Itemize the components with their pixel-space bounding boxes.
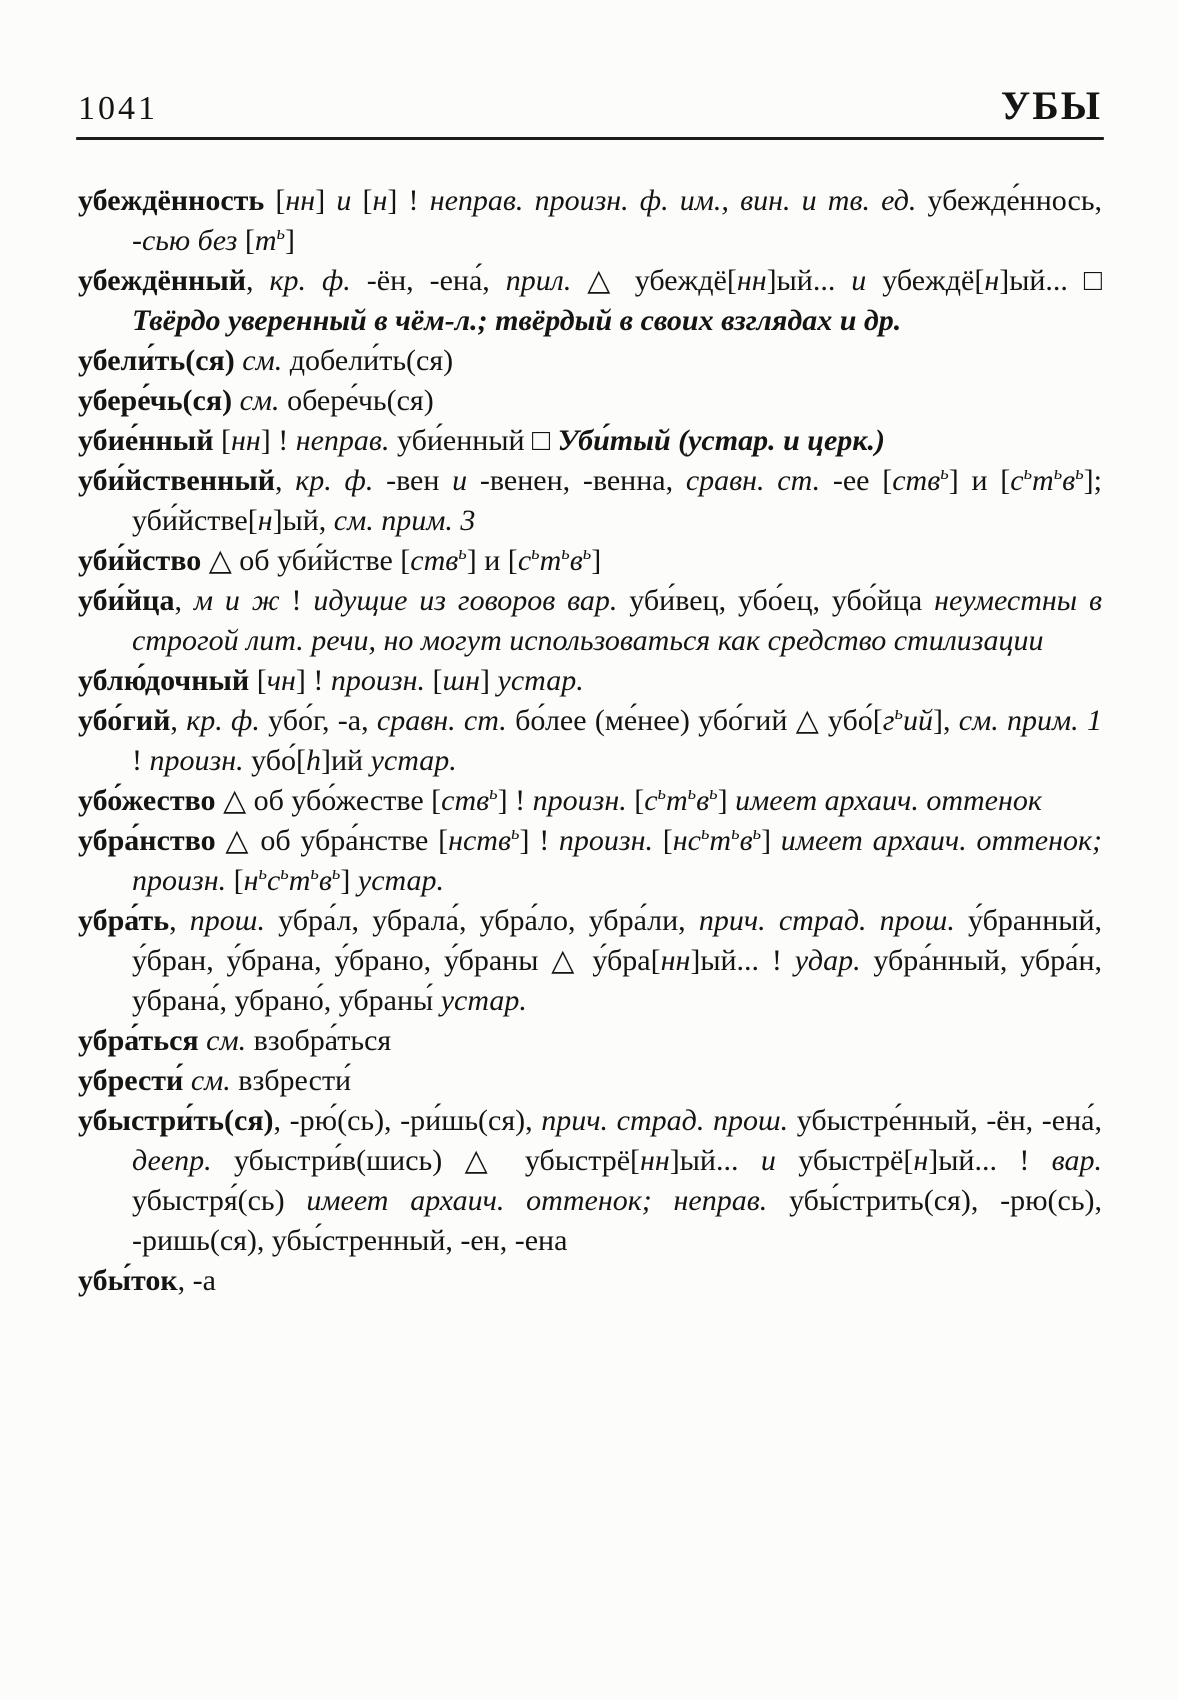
entry-text-run: см. [242,344,283,377]
headword: ублю́дочный [78,664,250,697]
entry-text-run: у́бранный, у́бран, у́брана, у́брано, у́браны △ у́бра[ [132,904,1103,977]
entry-text-run: произн. [558,824,654,857]
entry-text-run: ь [561,543,570,564]
entry-text-run: сравн. ст. [685,464,821,497]
dictionary-entry [78,781,1102,821]
entry-text-run: ь [310,863,319,884]
entry-text-run: ь [1053,463,1063,484]
entry-text-run: ь [331,863,341,884]
page-header [78,82,1102,129]
entry-text-run: △ об убра́нстве [ [215,824,449,857]
entry-text-run: ]; уби́йстве[ [132,464,1102,537]
entry-text-run: △ убеждё[ [571,264,737,297]
entry-text-run: в [569,544,583,577]
entry-text-run: нн [285,184,316,217]
entry-text-run: ь [511,823,520,844]
entry-text-run: н [984,264,1000,297]
entry-text-run: ь [489,783,498,804]
headword: убы́ток [78,1264,178,1297]
entry-text-run: ь [709,783,718,804]
entry-text-run [183,1064,191,1097]
entry-text-run: кр. ф. [186,704,260,737]
entry-text-run: ] [315,184,337,217]
entry-text-run: шн [442,664,481,697]
entry-text-run: ь [752,823,762,844]
entry-text-run: м и ж [193,584,280,617]
entry-text-run: ь [458,543,467,564]
entry-text-run: деепр. [132,1144,212,1177]
entry-text-run: неуместны в строгой лит. речи, но могут использоваться как средство стилизации [132,584,1102,657]
entry-text-run: ] ! [260,424,296,457]
entry-text-run: ь [280,863,289,884]
headword: убие́нный [78,424,214,457]
headword: уби́йственный [78,464,276,497]
entry-text-run: убра́л, убрала́, убра́ло, убра́ли, [264,904,699,937]
entry-text-run: ь [582,543,592,564]
entry-text-run: [ [244,224,255,257]
header-rule [76,137,1104,140]
entry-text-run: т [1032,464,1054,497]
entry-text-run: бо́лее (ме́нее) убо́гий △ убо́[ [506,704,883,737]
entry-text-run: имеет архаич. оттенок [735,784,1042,817]
entry-text-run: прич. страд. прош. [698,904,955,937]
entry-text-run: см. [190,1064,231,1097]
entry-text-run: удар. [794,944,861,977]
entry-text-run: с [644,784,658,817]
entry-text-run: взбрести́ [230,1064,352,1097]
headword: убо́жество [78,784,216,817]
entry-text-run: , -а [177,1264,216,1297]
entry-text-run: взобра́ться [246,1024,392,1057]
headword: убеждённый [78,264,247,297]
entry-text-run: уби́енный □ [389,424,558,457]
headword: убрести́ [78,1064,184,1097]
entry-text-run: ь [731,823,740,844]
entry-text-run: убеждё[ [866,264,985,297]
entry-text-run: ь [1023,463,1033,484]
entry-text-run: -ее [ [820,464,893,497]
dictionary-entry [78,821,1102,901]
entry-text-run: [ [226,864,244,897]
entry-text-run: кр. ф. [269,264,351,297]
headword: убыстри́ть(ся) [78,1104,274,1137]
entry-text-run: [ [351,184,373,217]
entry-text-run: ] и [ [466,544,518,577]
entry-text-run: н [243,864,259,897]
entry-text-run: убыстрё[ [775,1144,914,1177]
dictionary-entry [78,421,1102,461]
entry-text-run: -вен [373,464,453,497]
dictionary-entry [78,1021,1102,1061]
entry-text-run: ь [894,703,903,724]
entry-text-run: ь [258,863,267,884]
entry-text-run: [ [213,424,231,457]
entry-text-run: ь [700,823,710,844]
entry-text-run: нн [660,944,691,977]
entry-text-run: ]ый... ! [690,944,795,977]
entry-text-run: в [1062,464,1076,497]
entry-text-run: ь [687,783,697,804]
headword: убо́гий [78,704,171,737]
entry-text-run: прош. [189,904,265,937]
entry-text-run: н [372,184,388,217]
entry-text-run: н [913,1144,929,1177]
entry-text-run: нс [672,824,701,857]
entry-text-run: кр. ф. [295,464,374,497]
entry-text-run: вар. [1051,1144,1102,1177]
entry-text-run: т [254,224,277,257]
headword: убра́нство [78,824,216,857]
dictionary-entry [78,541,1102,581]
dictionary-entry [78,661,1102,701]
entry-text-run: ] [284,224,295,257]
entry-text-run: чн [266,664,296,697]
entry-text-run: убы́стрить(ся), -рю(сь), -ришь(ся), убы́стренный, -ен, -ена [132,1184,1103,1257]
entry-text-run: ]ый... [669,1144,761,1177]
dictionary-entry [78,381,1102,421]
guide-word: УБЫ [1000,83,1102,128]
entry-text-run: см. прим. 1 [958,704,1102,737]
entry-text-run [232,384,240,417]
entry-text-run: нн [736,264,767,297]
entry-text-run: обере́чь(ся) [279,384,434,417]
entry-text-run: ! [132,744,150,777]
headword: убели́ть(ся) [78,344,235,377]
dictionary-entry [78,581,1102,661]
entry-text-run: г [882,704,895,737]
entry-text-run: ств [410,544,459,577]
entry-text-run: в [696,784,710,817]
entry-text-run: ь [1075,463,1084,484]
entry-text-run: ] ! [295,664,331,697]
entry-text-run: устар. [370,744,457,777]
entry-text-run: убо́[ [243,744,306,777]
entry-text-run: см. [239,384,280,417]
entry-text-run: ]ий [320,744,371,777]
entry-text-run: устар. [357,864,445,897]
entry-text-run: нн [230,424,261,457]
entry-text-run: -ён, -ена́, [350,264,506,297]
dictionary-entry [78,701,1102,781]
entry-text-run: прич. страд. прош. [541,1104,789,1137]
entry-text-run: в [739,824,753,857]
dictionary-entry [78,261,1102,341]
entry-text-run: неправ. [295,424,390,457]
page-number: 1041 [78,90,158,127]
entry-text-run: и [851,264,867,297]
entry-text-run: -сью без [132,224,245,257]
entry-text-run: Уби́тый (устар. и церк.) [557,424,885,457]
entry-text-run: убежде́ннось, [916,184,1102,217]
entry-text-run: , [174,584,194,617]
entry-text-run: ь [276,223,285,244]
dictionary-entry [78,341,1102,381]
entry-text-run: н [257,504,273,537]
entry-text-run: уби́вец, убо́ец, убо́йца [617,584,935,617]
headword: убра́ть [78,904,170,937]
entry-text-run: , [169,904,190,937]
entry-text-run: ] ! [497,784,533,817]
entry-text-run: имеет архаич. оттенок; неправ. [306,1184,768,1217]
entry-text-run: нн [640,1144,670,1177]
entry-text-run: ] и [ [948,464,1011,497]
dictionary-entry [78,1101,1102,1261]
entry-text-run: -венен, -венна, [467,464,686,497]
entry-text-run: с [266,864,281,897]
entry-text-run: устар. [440,984,527,1017]
entry-text-run: , -рю́(сь), -ри́шь(ся), [273,1104,542,1137]
headword: уби́йца [78,584,175,617]
entry-text-run: неправ. произн. ф. им., вин. и тв. ед. [429,184,917,217]
entry-text-run: убыстри́в(шись) △ убыстрё[ [211,1144,641,1177]
entry-text-run: убыстря́(сь) [132,1184,307,1217]
entry-text-run: [ [626,784,645,817]
entry-text-run: ]ый... [766,264,852,297]
entry-text-run: т [288,864,311,897]
entry-text-run: [ [653,824,673,857]
entry-text-run: т [709,824,732,857]
entry-text-run: ]ый... ! [928,1144,1052,1177]
entry-text-run: в [318,864,332,897]
entry-text-run: устар. [497,664,584,697]
entry-text-run: ], [932,704,959,737]
entry-text-run: [ [249,664,267,697]
entry-text-run: и [336,184,352,217]
entry-text-run: △ об убо́жестве [ [215,784,442,817]
dictionary-entry [78,1261,1102,1301]
entry-text-run: с [517,544,532,577]
entry-text-run: см. [206,1024,247,1057]
entry-text-run: имеет архаич. оттенок; произн. [132,824,1102,897]
entry-text-run: ] [591,544,602,577]
entry-text-run: △ об уби́йстве [ [201,544,411,577]
dictionary-entry [78,901,1102,1021]
entry-text-run: ь [531,543,540,564]
entry-text-run: ]ый, [272,504,334,537]
entry-text-run: ий [902,704,933,737]
entry-text-run: , [275,464,296,497]
entry-text-run: Твёрдо уверенный в чём-л.; твёрдый в своих взглядах и др. [132,304,902,337]
entry-text-run: ] [480,664,498,697]
entry-text-run: произн. [149,744,244,777]
entry-text-run: ь [657,783,666,804]
headword: убере́чь(ся) [78,384,233,417]
entry-text-run: ]ый... □ [999,264,1103,297]
entry-text-run: произн. [330,664,425,697]
entry-text-run: убыстре́нный, -ён, -ена́, [788,1104,1102,1137]
entry-text-run: т [666,784,688,817]
entry-text-run: и [452,464,468,497]
entry-text-run: [ [425,664,443,697]
entry-text-run: ь [940,463,949,484]
entry-text-run: прил. [505,264,572,297]
entry-text-run: т [539,544,562,577]
entry-text-run: ] [340,864,358,897]
entries [78,181,1102,1301]
entry-text-run: ств [441,784,490,817]
entry-text-run: произн. [532,784,627,817]
entry-text-run: ! [279,584,314,617]
headword: убеждённость [78,184,265,217]
entry-text-run: и [760,1144,776,1177]
headword: убра́ться [78,1024,199,1057]
entry-text-run: ств [892,464,941,497]
dictionary-entry [78,1061,1102,1101]
entry-text-run: [ [264,184,286,217]
dictionary-entry [78,461,1102,541]
entry-text-run: ] [717,784,736,817]
entry-text-run: ] ! [519,824,559,857]
dictionary-entry [78,181,1102,261]
entry-text-run: идущие из говоров вар. [313,584,618,617]
entry-text-run: h [305,744,321,777]
entry-text-run: сравн. ст. [376,704,507,737]
entry-text-run: с [1010,464,1024,497]
entry-text-run: нств [448,824,511,857]
entry-text-run: , [246,264,270,297]
entry-text-run: , [170,704,187,737]
entry-text-run: ] [761,824,781,857]
entry-text-run: убра́нный, убра́н, убрана́, убрано́, убраны́ [132,944,1102,1017]
entry-text-run: добели́ть(ся) [282,344,454,377]
entry-text-run: см. прим. 3 [333,504,476,537]
headword: уби́йство [78,544,202,577]
entry-text-run: убо́г, -а, [259,704,377,737]
entry-text-run: ] ! [387,184,430,217]
